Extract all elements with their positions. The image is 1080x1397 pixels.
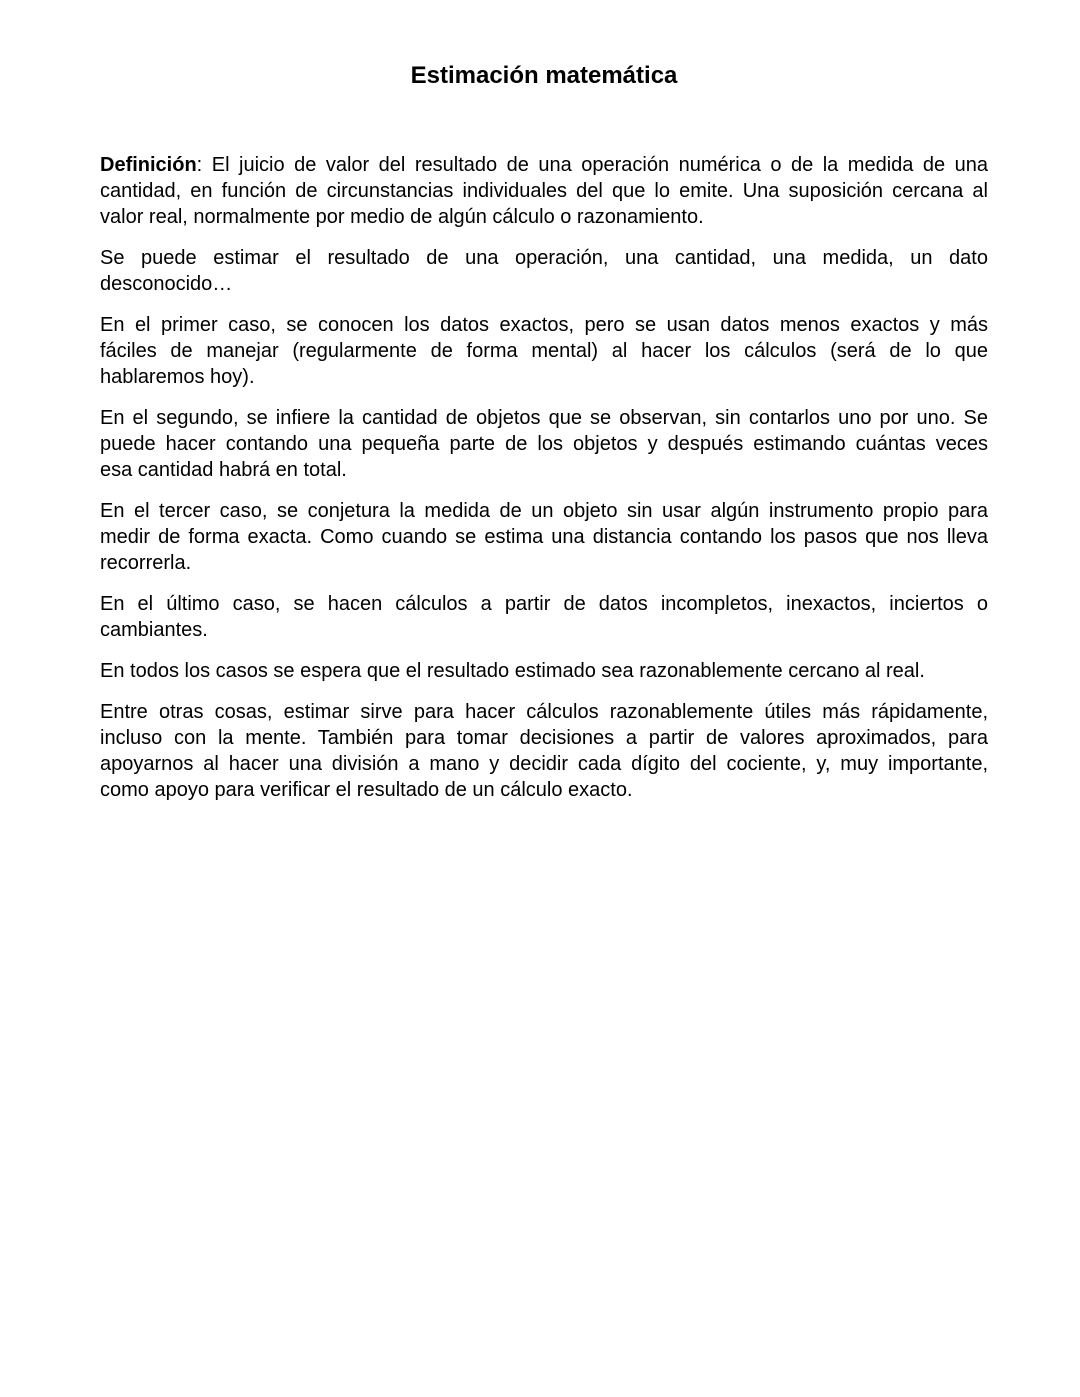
- paragraph-line: Se puede estimar el resultado de una operación, una cantidad, una medida, un dato: [100, 247, 988, 269]
- paragraph-line: recorrerla.: [100, 552, 192, 574]
- paragraph-line: como apoyo para verificar el resultado de un cálculo exacto.: [100, 779, 633, 801]
- definition-label: Definición: [100, 154, 197, 176]
- body-paragraph: [100, 245, 988, 297]
- paragraph-line: valor real, normalmente por medio de algún cálculo o razonamiento.: [100, 206, 704, 228]
- page-title: Estimación matemática: [410, 62, 678, 89]
- body-paragraph: [100, 591, 988, 643]
- body-paragraph: [100, 405, 988, 483]
- document-body: [100, 152, 988, 818]
- paragraph-line: esa cantidad habrá en total.: [100, 459, 347, 481]
- paragraph-line: puede hacer contando una pequeña parte de los objetos y después estimando cuántas veces: [100, 433, 988, 455]
- paragraph-line: En el último caso, se hacen cálculos a partir de datos incompletos, inexactos, inciertos o: [100, 593, 988, 615]
- body-paragraph: [100, 658, 988, 684]
- body-paragraph: [100, 312, 988, 390]
- paragraph-line: apoyarnos al hacer una división a mano y decidir cada dígito del cociente, y, muy importante,: [100, 753, 988, 775]
- paragraph-line: cambiantes.: [100, 619, 208, 641]
- paragraph-line: hablaremos hoy).: [100, 366, 255, 388]
- paragraph-line: fáciles de manejar (regularmente de forma mental) al hacer los cálculos (será de lo que: [100, 340, 988, 362]
- paragraph-line: En el primer caso, se conocen los datos exactos, pero se usan datos menos exactos y más: [100, 314, 988, 336]
- body-paragraph: [100, 498, 988, 576]
- paragraph-line: incluso con la mente. También para tomar decisiones a partir de valores aproximados, para: [100, 727, 988, 749]
- paragraph-line: En el segundo, se infiere la cantidad de objetos que se observan, sin contarlos uno por uno. Se: [100, 407, 988, 429]
- paragraph-line: Definición: El juicio de valor del resultado de una operación numérica o de la medida de una: [100, 154, 988, 176]
- paragraph-line: cantidad, en función de circunstancias individuales del que lo emite. Una suposición cercana al: [100, 180, 988, 202]
- paragraph-line: medir de forma exacta. Como cuando se estima una distancia contando los pasos que nos lleva: [100, 526, 988, 548]
- paragraph-line: Entre otras cosas, estimar sirve para hacer cálculos razonablemente útiles más rápidamente,: [100, 701, 988, 723]
- paragraphs: [100, 245, 988, 803]
- paragraph-line: En todos los casos se espera que el resultado estimado sea razonablemente cercano al real.: [100, 660, 925, 682]
- paragraph-line: En el tercer caso, se conjetura la medida de un objeto sin usar algún instrumento propio para: [100, 500, 988, 522]
- paragraph-line: desconocido…: [100, 273, 233, 295]
- body-paragraph: [100, 699, 988, 803]
- definition-paragraph: [100, 152, 988, 230]
